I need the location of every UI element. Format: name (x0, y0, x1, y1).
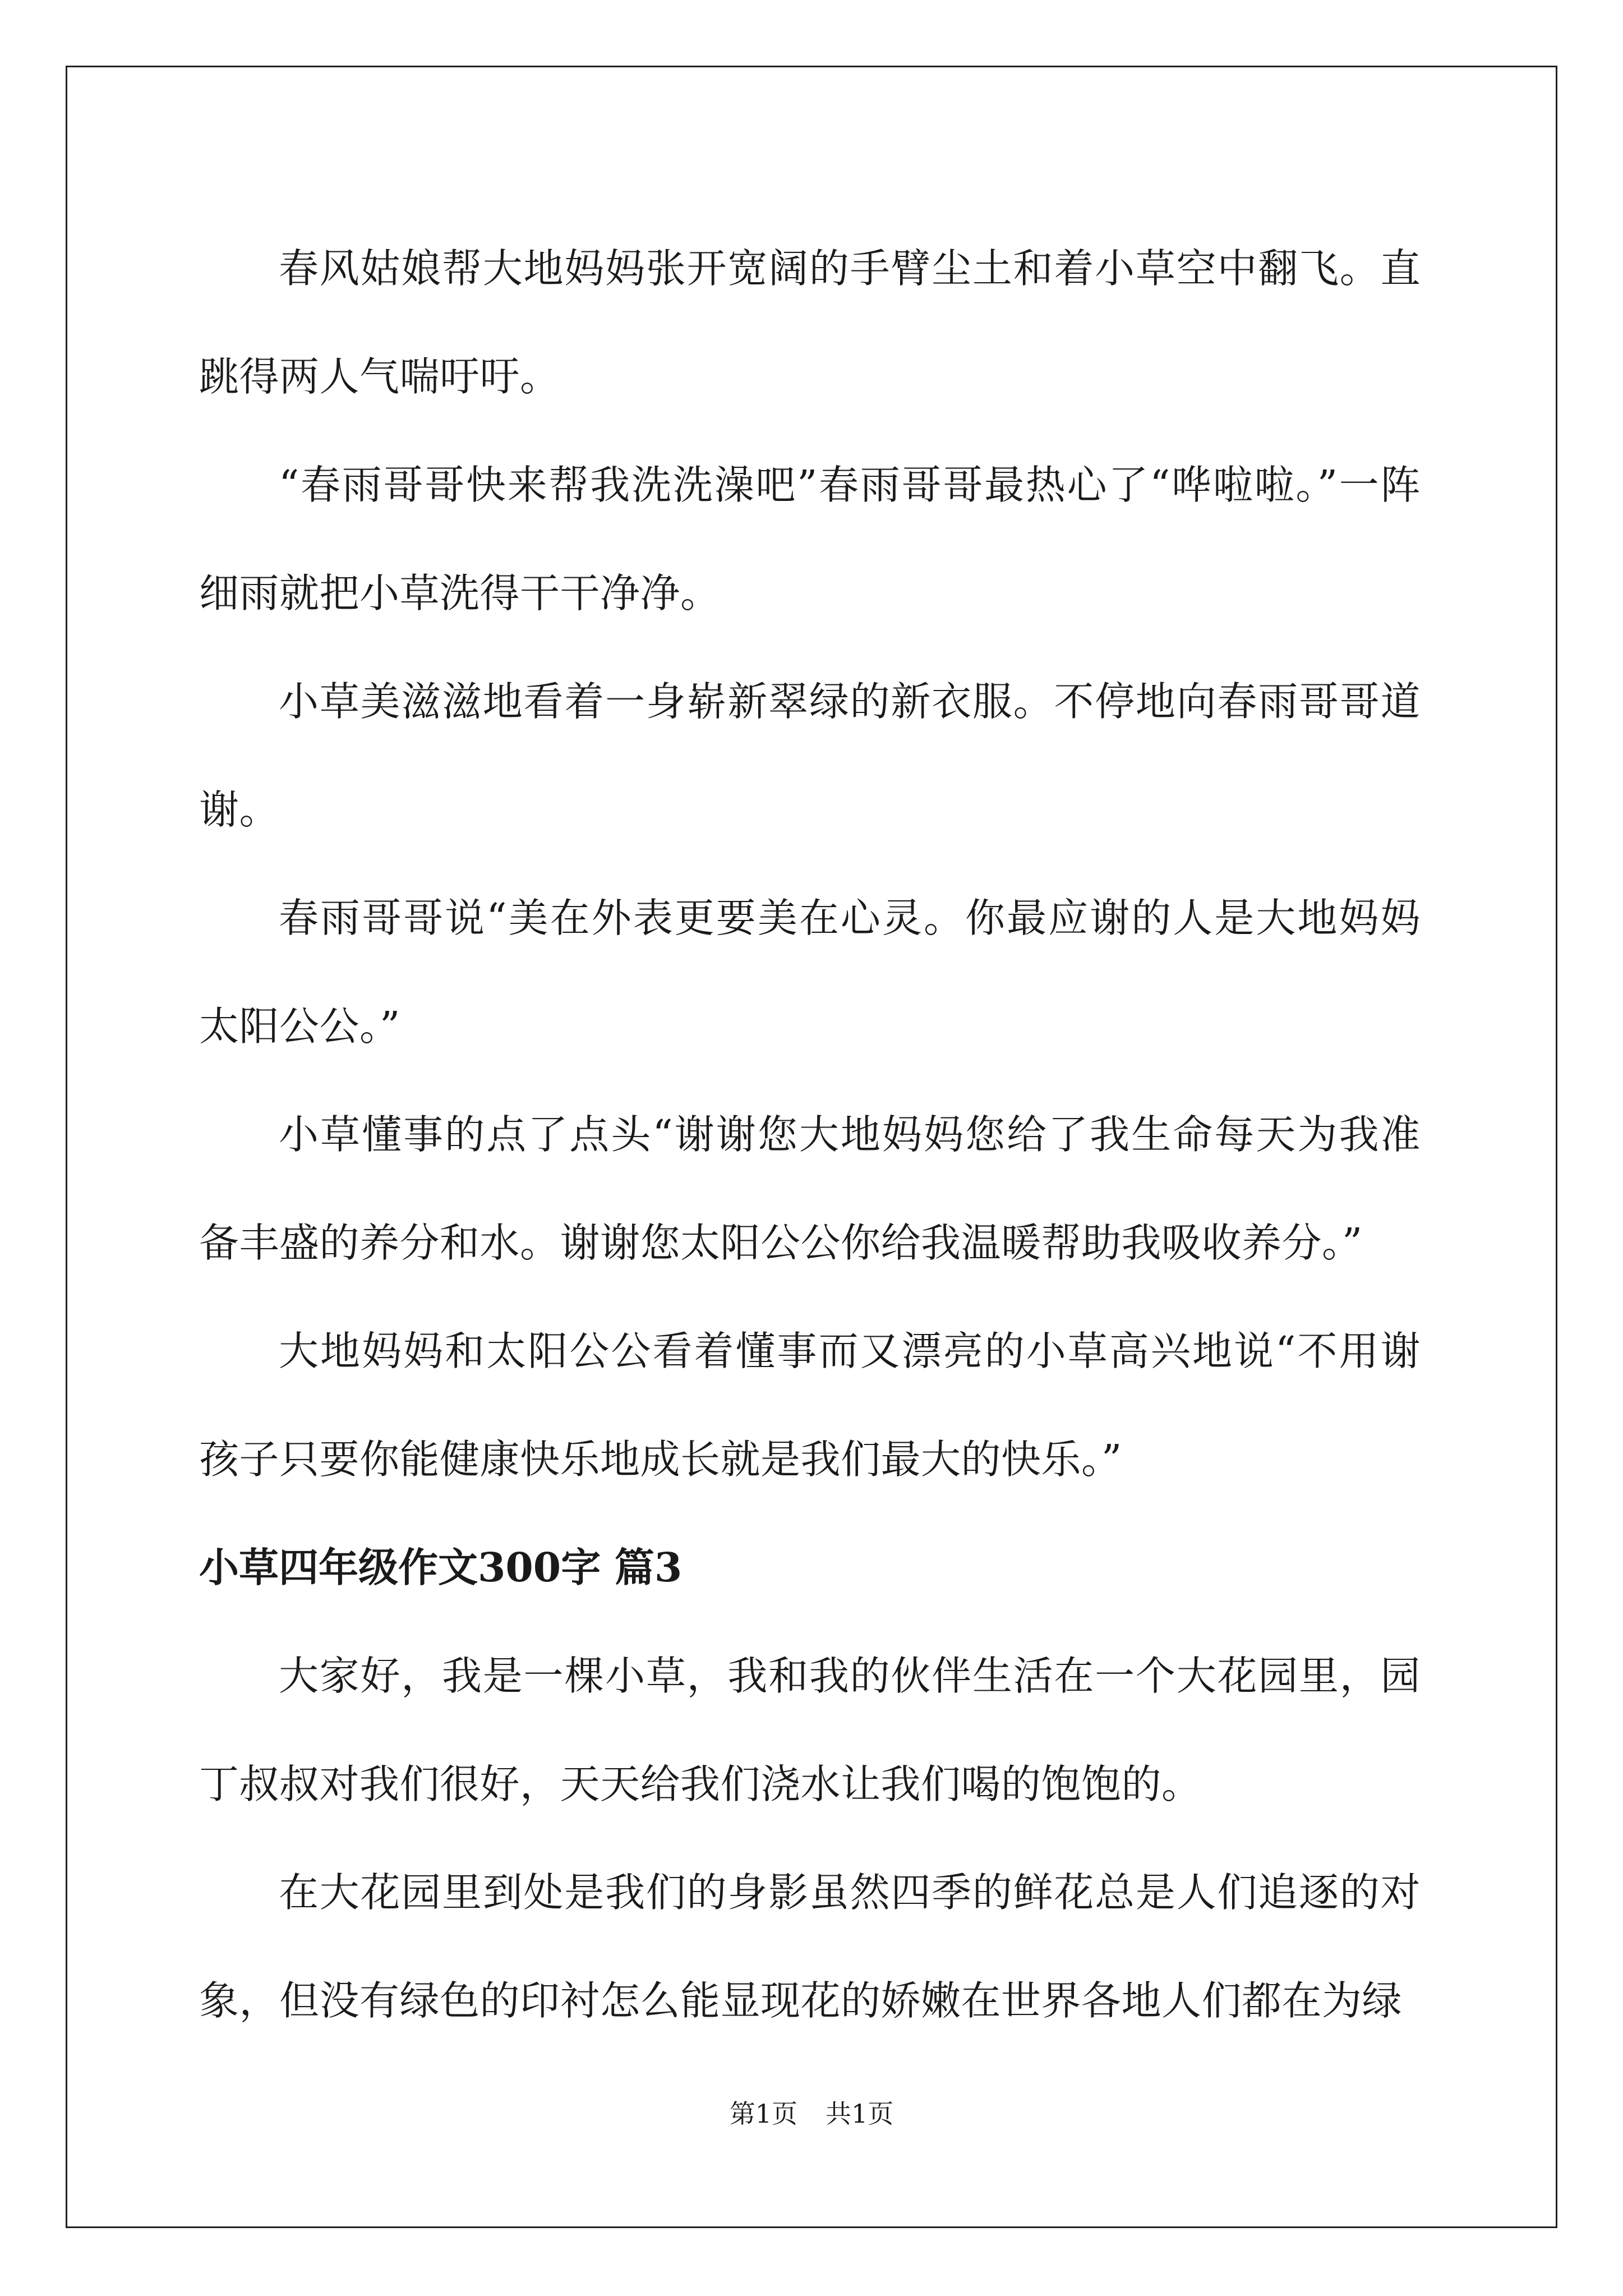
paragraph-4: 春雨哥哥说“美在外表更要美在心灵。你最应谢的人是大地妈妈太阳公公。” (199, 895, 1421, 1050)
page-number-current: 第1页 (729, 2099, 797, 2129)
paragraph-8: 在大花园里到处是我们的身影虽然四季的鲜花总是人们追逐的对象，但没有绿色的印衬怎么能显现花的娇嫩在世界各地人们都在为绿 (199, 1869, 1421, 2024)
paragraph-3: 小草美滋滋地看着一身崭新翠绿的新衣服。不停地向春雨哥哥道谢。 (199, 678, 1421, 833)
page-number-total: 共1页 (826, 2099, 894, 2129)
paragraph-1: 春风姑娘帮大地妈妈张开宽阔的手臂尘土和着小草空中翻飞。直跳得两人气喘吁吁。 (199, 245, 1421, 400)
paragraph-2: “春雨哥哥快来帮我洗洗澡吧”春雨哥哥最热心了“哗啦啦。”一阵细雨就把小草洗得干干净净。 (199, 462, 1421, 616)
page-footer (0, 2097, 1623, 2131)
paragraph-5: 小草懂事的点了点头“谢谢您大地妈妈您给了我生命每天为我准备丰盛的养分和水。谢谢您太阳公公你给我温暖帮助我吸收养分。” (199, 1111, 1421, 1266)
section-heading: 小草四年级作文300字 篇3 (199, 1544, 683, 1591)
paragraph-6: 大地妈妈和太阳公公看着懂事而又漂亮的小草高兴地说“不用谢孩子只要你能健康快乐地成长就是我们最大的快乐。” (199, 1328, 1421, 1483)
paragraph-7: 大家好，我是一棵小草，我和我的伙伴生活在一个大花园里，园丁叔叔对我们很好，天天给我们浇水让我们喝的饱饱的。 (199, 1653, 1421, 1807)
document-body (199, 214, 1421, 2055)
